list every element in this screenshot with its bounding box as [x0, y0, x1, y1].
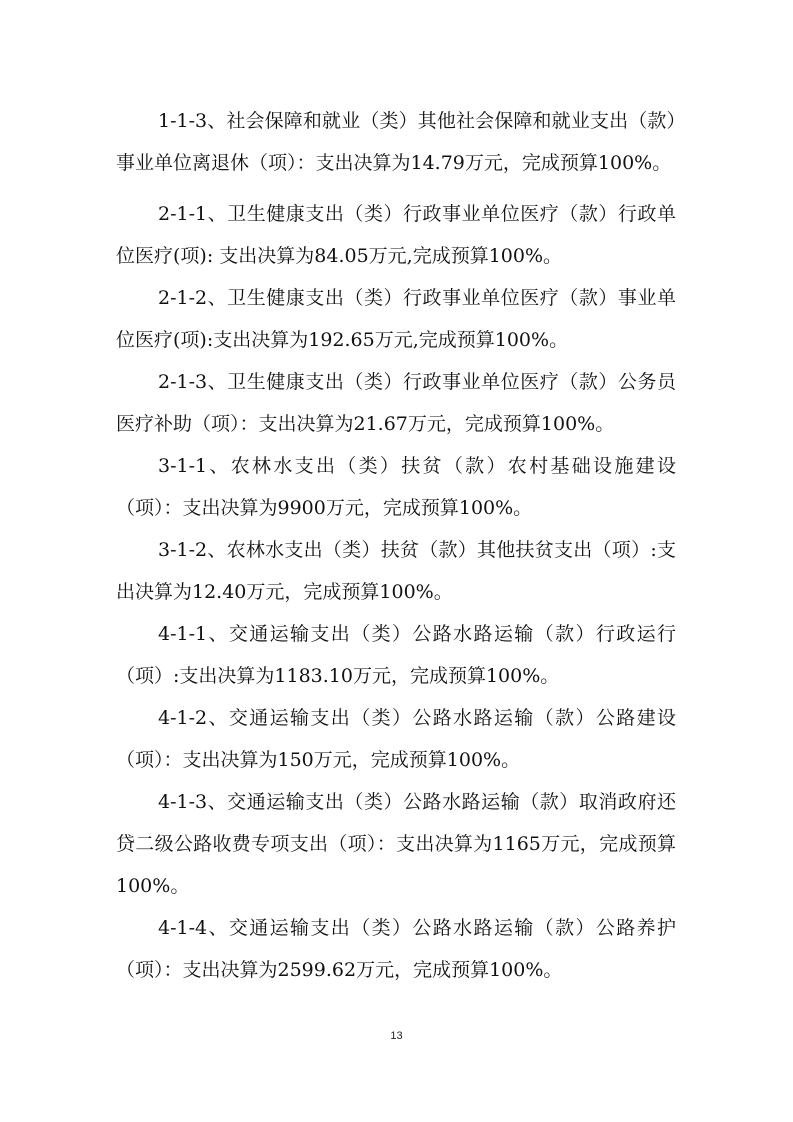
page-number: 13 [390, 1030, 403, 1042]
paragraph-2-1-2: 2-1-2、卫生健康支出（类）行政事业单位医疗（款）事业单位医疗(项):支出决算为192.65万元,完成预算100%。 [116, 287, 676, 351]
paragraph-2-1-1: 2-1-1、卫生健康支出（类）行政事业单位医疗（款）行政单位医疗(项): 支出决算为84.05万元,完成预算100%。 [116, 203, 676, 267]
paragraph-4-1-2: 4-1-2、交通运输支出（类）公路水路运输（款）公路建设（项）：支出决算为150万元，完成预算100%。 [116, 707, 676, 771]
paragraph-1-1-3: 1-1-3、社会保障和就业（类）其他社会保障和就业支出（款）事业单位离退休（项）：支出决算为14.79万元，完成预算100%。 [116, 110, 676, 174]
paragraph-2-1-3: 2-1-3、卫生健康支出（类）行政事业单位医疗（款）公务员医疗补助（项）：支出决算为21.67万元，完成预算100%。 [116, 371, 676, 435]
paragraph-3-1-2: 3-1-2、农林水支出（类）扶贫（款）其他扶贫支出（项）:支出决算为12.40万元，完成预算100%。 [116, 539, 676, 603]
paragraph-4-1-1: 4-1-1、交通运输支出（类）公路水路运输（款）行政运行（项）:支出决算为1183.10万元，完成预算100%。 [116, 623, 676, 687]
page-body [116, 100, 676, 991]
paragraph-3-1-1: 3-1-1、农林水支出（类）扶贫（款）农村基础设施建设（项）：支出决算为9900万元，完成预算100%。 [116, 455, 676, 519]
paragraph-4-1-3: 4-1-3、交通运输支出（类）公路水路运输（款）取消政府还贷二级公路收费专项支出（项）：支出决算为1165万元，完成预算100%。 [116, 791, 676, 897]
paragraph-4-1-4: 4-1-4、交通运输支出（类）公路水路运输（款）公路养护（项）：支出决算为2599.62万元，完成预算100%。 [116, 917, 676, 981]
